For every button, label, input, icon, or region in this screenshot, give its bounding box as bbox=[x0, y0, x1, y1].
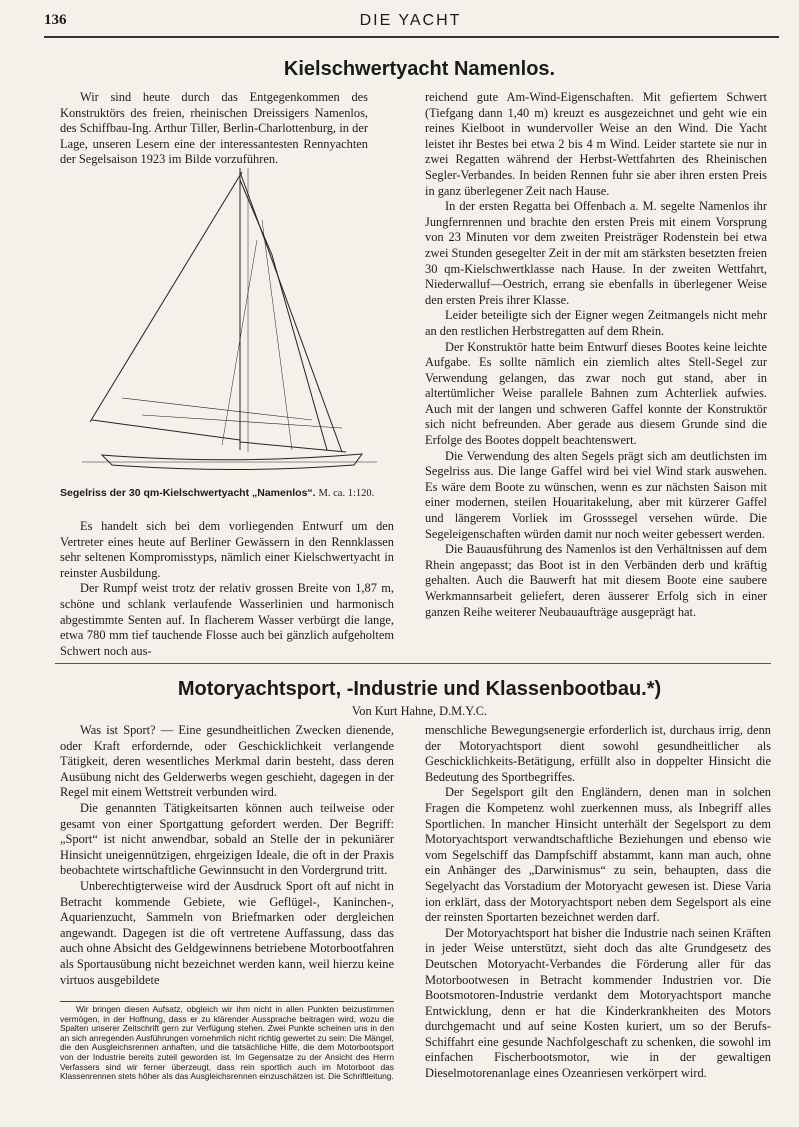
article1-title: Kielschwertyacht Namenlos. bbox=[283, 58, 556, 80]
jib-foot bbox=[92, 420, 240, 440]
article2-title: Motoryachtsport, -Industrie und Klassenbootbau.*) bbox=[177, 678, 662, 700]
article1-right-column bbox=[425, 90, 767, 620]
article1-left-column bbox=[60, 519, 394, 659]
article1-intro: Wir sind heute durch das Entgegenkommen des Konstruktörs des freien, rheinischen Dreissigers Namenlos, des Schiffbau-Ing. Arthur Tiller, Berlin-Charlottenburg, in der Lage, unseren Lesern eine der interessantesten Rennyachten der Segelsaison 1923 im Bilde vorzuführen. bbox=[60, 90, 368, 167]
page-number: 136 bbox=[44, 12, 67, 28]
article1-intro-column bbox=[60, 90, 368, 168]
leech bbox=[240, 172, 342, 452]
article-separator bbox=[55, 663, 771, 664]
article2-right-paragraph: Der Segelsport gilt den Engländern, denen man in solchen Fragen die Kompetenz wohl zuerkennen muss, als Inbegriff alles Sportlichen. In mancher Hinsicht unterhält der Segelsport zu dem Motoryachtsport verwandtschaftliche Beziehungen und ebenso wie vom Segelschiff das Dampfschiff abstammt, kann man auch, ohne ein Anhänger des „Darwinismus“ zu sein, behaupten, dass die Segelyacht das Vorstadium der Motoryacht gewesen ist. Diese Varia ion erklärt, dass der Motoryachtsport neben dem Segelsport als eine der reinsten Sportarten bezeichnet werden darf. bbox=[425, 785, 771, 925]
article1-left-paragraph: Es handelt sich bei dem vorliegenden Entwurf um den Vertreter eines heute auf Berliner Gewässern in den Rennklassen sehr seltenen Kompromisstyps, nämlich einer Kielschwertyacht in reinster Ausbildung. bbox=[60, 519, 394, 580]
article1-right-paragraph: Leider beteiligte sich der Eigner wegen Zeitmangels nicht mehr an den restlichen Herbstregatten auf dem Rhein. bbox=[425, 308, 767, 338]
article1-right-paragraph: reichend gute Am-Wind-Eigenschaften. Mit gefiertem Schwert (Tiefgang dann 1,40 m) kreuzt es ausgezeichnet und geht wie ein reines Kielboot in wundervoller Weise an den Wind. Die Yacht leistet ihr Bestes bei etwa 2 bis 4 m Wind. Leider startete sie nur in zwei Regatten während der Herbst-Wettfahrten des Rheinischen Segler-Verbandes. In beiden Rennen fuhr sie aber ihren ersten Preis in ganz überlegener Zeit nach Hause. bbox=[425, 90, 767, 198]
boom bbox=[240, 442, 346, 452]
article2-byline: Von Kurt Hahne, D.M.Y.C. bbox=[351, 704, 488, 718]
article2-right-column bbox=[425, 723, 771, 1082]
article2-right-paragraph: Der Motoryachtsport hat bisher die Industrie nach seinen Kräften in jeder Weise unterstützt, sieht doch das alte Grundgesetz des Deutschen Motoryacht-Verbandes die Förderung aller für das Motorbootwesen in Betracht kommender Industrien vor. Die Bootsmotoren-Industrie verdankt dem Motoryachtsport manche Entwicklung, denn er hat die Kinderkrankheiten des Motors durchgemacht und auf seine Kosten kuriert, um so der Berufs-Schiffahrt eine gesunde Nachfolgeschaft zu schenken, die sowohl im einfachen Fischerbootsmotor, wie in der gewaltigen Dieselmotorenanlage eines Ozeanriesen verkörpert wird. bbox=[425, 925, 771, 1081]
article1-right-paragraph: In der ersten Regatta bei Offenbach a. M. segelte Namenlos ihr Jungfernrennen und brachte den ersten Preis mit einem Vorsprung von 23 Minuten vor dem zweiten Preisträger Rodenstein bei etwa zwei Stunden gesegelter Zeit in der mit am stärksten besetzten freien 30 qm-Kielschwertklasse nach Hause. In der zweiten Wettfahrt, Niederwalluf—Oestrich, errang sie ebenfalls in überlegener Weise den ersten Preis ihrer Klasse. bbox=[425, 199, 767, 307]
footnote-text: Wir bringen diesen Aufsatz, obgleich wir ihm nicht in allen Punkten beizustimmen vermögen, in der Hoffnung, dass er zu klärender Aussprache beitragen wird, wozu die Spalten unserer Zeitschrift gern zur Verfügung stehen. Zwei Punkte scheinen uns in den an sich anregenden Ausführungen vornehmlich nicht richtig gewertet zu sein: Die Mängel, die den Ausgleichsrennen anhaften, und die tatsächliche Hilfe, die dem Motorbootsport von der Industrie bereits zuteil geworden ist. Im Gegensatze zu der Ansicht des Herrn Verfassers sind wir ferner überzeugt, dass rein sportlich auch im Motorboot das Klassenrennen stets höher als das Ausgleichsrennen einzuschätzen ist. Die Schriftleitung. bbox=[60, 1004, 394, 1082]
article2-left-column bbox=[60, 723, 394, 988]
running-title: DIE YACHT bbox=[359, 12, 462, 29]
figure-caption bbox=[60, 487, 400, 499]
article2-left-paragraph: Unberechtigterweise wird der Ausdruck Sport oft auf nicht in Betracht kommende Gebiete, wie Geflügel-, Kaninchen-, Aquarienzucht, Sammeln von Briefmarken oder dergleichen angewandt. Dagegen ist die oft vertretene Auffassung, dass das auch ohne Absicht des Geldgewinnens betriebene Motorbootfahren als Sportausübung nicht bezeichnet werden kann, weil hierzu keine virtuos ausgebildete bbox=[60, 878, 394, 987]
sail-plan-drawing bbox=[62, 160, 392, 480]
figure-scale: M. ca. 1:120. bbox=[318, 488, 375, 499]
article1-left-paragraph: Der Rumpf weist trotz der relativ grossen Breite von 1,87 m, schöne und schlank verlaufende Wasserlinien und harmonisch abgestimmte Senten auf. In flacherem Wasser verbürgt die lange, etwa 780 mm tief tauchende Flosse auch bei gänzlich aufgeholtem Schwert noch aus- bbox=[60, 581, 394, 658]
forestay bbox=[90, 172, 242, 422]
header-rule bbox=[44, 36, 779, 38]
article2-left-paragraph: Was ist Sport? — Eine gesundheitlichen Zwecken dienende, oder Kraft erfordernde, oder Geschicklichkeit verlangende Tätigkeit, deren wesentliches Merkmal darin besteht, dass deren Ausübung nicht des Gelderwerbs wegen geschieht, dagegen in der Regel mit einem Wettstreit verbunden wird. bbox=[60, 723, 394, 800]
article1-right-paragraph: Die Bauausführung des Namenlos ist den Verhältnissen auf dem Rhein angepasst; das Boot ist in den Verbänden derb und kräftig gehalten. Auch die Bauwerft hat mit diesem Boote eine saubere Werkmannsarbeit geliefert, deren äusserer Erfolg sich in einer ganzen Reihe weiterer Neubauaufträge ausgeprägt hat. bbox=[425, 542, 767, 619]
footnote bbox=[60, 1005, 394, 1082]
article2-right-paragraph: menschliche Bewegungsenergie erforderlich ist, durchaus irrig, denn der Motoryachtsport dient sowohl gesundheitlicher als Geschicklichkeits-Betätigung, erfüllt also in doppelter Hinsicht die Bedeutung des Sportbegriffes. bbox=[425, 723, 771, 784]
running-header bbox=[44, 12, 777, 34]
gaff bbox=[272, 255, 327, 450]
article1-right-paragraph: Der Konstruktör hatte beim Entwurf dieses Bootes keine leichte Aufgabe. Es sollte nämlich ein ziemlich altes Stell-Segel zur Verwendung gelangen, das zwar noch gut stand, aber in altertümlicher Weise parallele Bahnen zum Achterliek aufwies. Auch mit der langen und schweren Gaffel konnte der Konstruktör sich nicht befreunden. Aber gerade aus diesem Grunde sind die Erfolge des Bootes doppelt beachtenswert. bbox=[425, 339, 767, 448]
figure-caption-text: Segelriss der 30 qm-Kielschwertyacht „Namenlos“. bbox=[60, 487, 316, 499]
article2-left-paragraph: Die genannten Tätigkeitsarten können auch teilweise oder gesamt von einer Sportgattung gefordert werden. Der Begriff: „Sport“ ist nicht anwendbar, sobald an Stelle der in pekuniärer Hinsicht uneigennützigen, ehrgeizigen Ideale, die oft in der Praxis beobachtete wirtschaftliche Gewinnsucht in den Vordergrund tritt. bbox=[60, 800, 394, 878]
article1-right-paragraph: Die Verwendung des alten Segels prägt sich am deutlichsten im Segelriss aus. Die lange Gaffel wird bei viel Wind stark auswehen. Es wäre dem Boote zu wünschen, wenn es zur nächsten Saison mit einer modernen, steilen Houaritakelung, aber mit kürzerer Gaffel und längerem Vorliek im Grosssegel versehen würde. Die Segeleigenschaften würden damit nur noch weiter gebessert werden. bbox=[425, 448, 767, 541]
footnote-rule bbox=[60, 1001, 394, 1002]
